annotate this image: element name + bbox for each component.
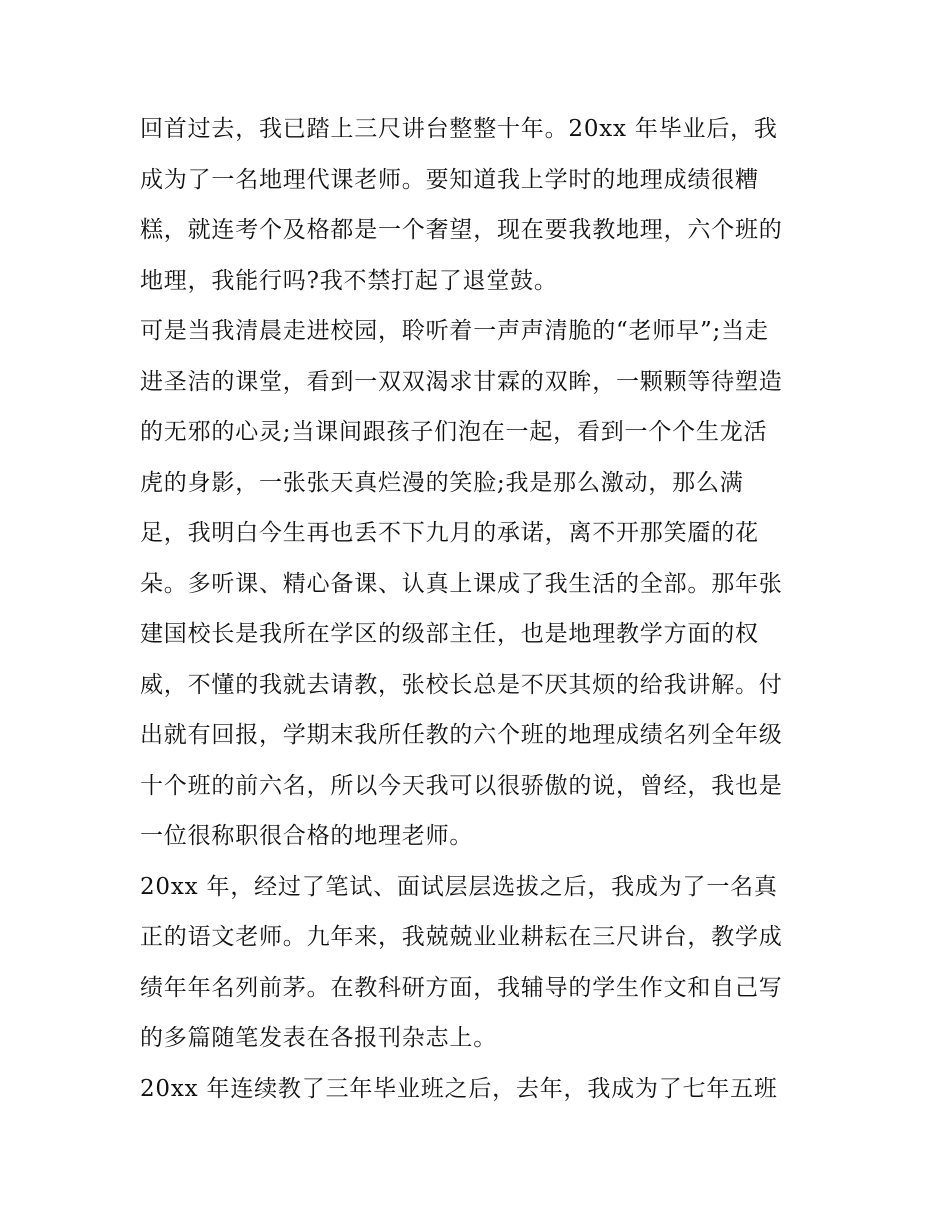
text-line: 的无邪的心灵;当课间跟孩子们泡在一起，看到一个个生龙活 bbox=[140, 419, 768, 445]
text-line: 绩年年名列前茅。在教科研方面，我辅导的学生作文和自己写 bbox=[140, 975, 783, 1001]
text-line: 的多篇随笔发表在各报刊杂志上。 bbox=[140, 1025, 497, 1051]
text-line: 十个班的前六名，所以今天我可以很骄傲的说，曾经，我也是 bbox=[140, 773, 783, 799]
text-line: 建国校长是我所在学区的级部主任，也是地理教学方面的权 bbox=[140, 621, 759, 647]
text-line: 正的语文老师。九年来，我兢兢业业耕耘在三尺讲台，教学成 bbox=[140, 924, 783, 950]
text-line: 朵。多听课、精心备课、认真上课成了我生活的全部。那年张 bbox=[140, 571, 783, 597]
text-line: 进圣洁的课堂，看到一双双渴求甘霖的双眸，一颗颗等待塑造 bbox=[140, 369, 783, 395]
text-line: 一位很称职很合格的地理老师。 bbox=[140, 823, 474, 849]
text-line: 虎的身影，一张张天真烂漫的笑脸;我是那么激动，那么满 bbox=[140, 470, 744, 496]
text-line: 成为了一名地理代课老师。要知道我上学时的地理成绩很糟 bbox=[140, 167, 759, 193]
text-line: 糕，就连考个及格都是一个奢望，现在要我教地理，六个班的 bbox=[140, 217, 783, 243]
text-line: 回首过去，我已踏上三尺讲台整整十年。20xx 年毕业后，我 bbox=[140, 116, 778, 142]
text-line: 20xx 年连续教了三年毕业班之后，去年，我成为了七年五班 bbox=[140, 1076, 778, 1102]
text-line: 出就有回报，学期末我所任教的六个班的地理成绩名列全年级 bbox=[140, 722, 783, 748]
text-line: 威，不懂的我就去请教，张校长总是不厌其烦的给我讲解。付 bbox=[140, 672, 783, 698]
text-line: 地理，我能行吗?我不禁打起了退堂鼓。 bbox=[140, 268, 558, 294]
text-line: 足，我明白今生再也丢不下九月的承诺，离不开那笑靥的花 bbox=[140, 520, 759, 546]
text-line: 20xx 年，经过了笔试、面试层层选拔之后，我成为了一名真 bbox=[140, 874, 778, 900]
text-line: 可是当我清晨走进校园，聆听着一声声清脆的“老师早”;当走 bbox=[140, 318, 769, 344]
